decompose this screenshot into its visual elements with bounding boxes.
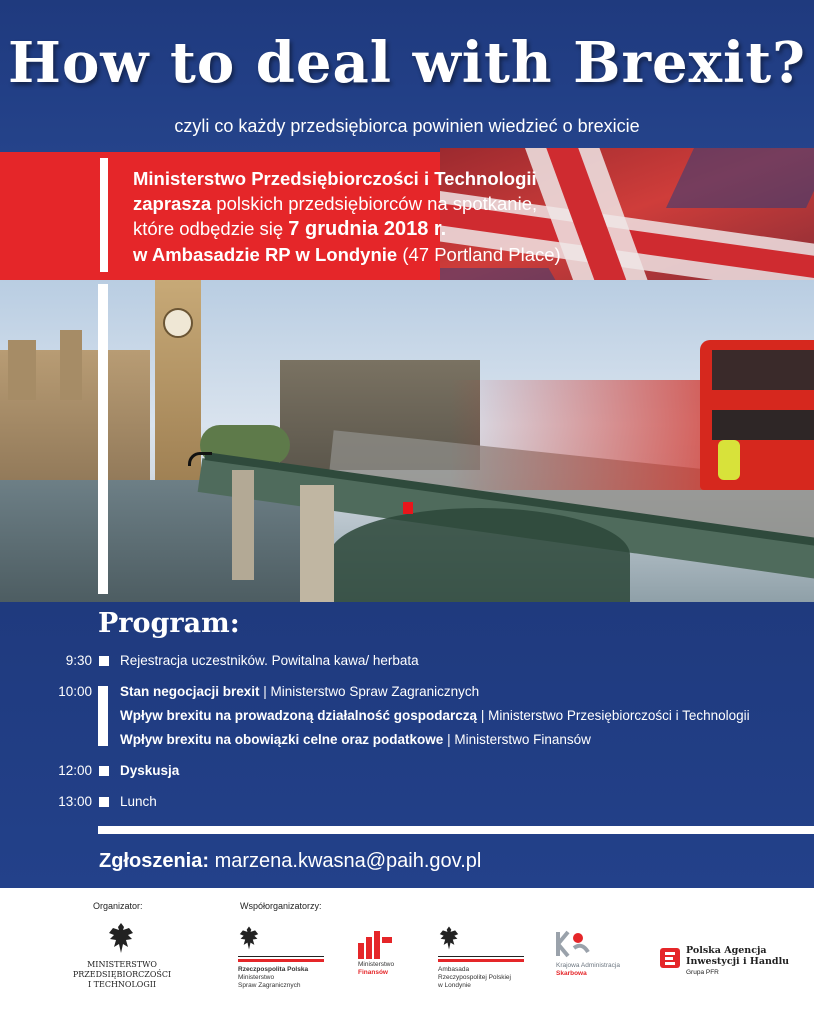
msz-eagle-icon [238,925,260,951]
accent-bar-photo [98,284,108,594]
program-item [0,684,814,704]
invitation-audience: polskich przedsiębiorców na spotkanie, [211,193,538,214]
embassy-eagle-icon [438,925,460,951]
program-item [0,763,814,783]
invitation-when-intro: które odbędzie się [133,218,289,239]
eagle-emblem-icon [107,921,135,955]
organizer-label: Organizator: [93,901,143,911]
program-topic: Dyskusja [120,763,180,778]
registration-email[interactable]: marzena.kwasna@paih.gov.pl [209,850,482,872]
msz-logo-text: Rzeczpospolita Polska Ministerstwo Spraw Zagranicznych [238,966,309,989]
westminster-bridge-photo [0,280,814,602]
program-speaker: | Ministerstwo Spraw Zagranicznych [259,684,480,699]
coorganizers-label: Współorganizatorzy: [240,901,322,911]
red-marker [403,502,413,514]
page-subtitle: czyli co każdy przedsiębiorca powinien wiedzieć o brexicie [174,116,640,136]
program-time: 9:30 [65,653,92,668]
divider [98,826,814,834]
registration-label: Zgłoszenia: [99,850,210,872]
paih-logo-icon [660,948,680,968]
program-topic: Stan negocjacji brexit [120,684,260,699]
kas-logo-icon [556,930,590,958]
program-title: Program: [98,608,240,639]
embassy-line [438,956,524,957]
msz-line [238,956,324,957]
program-text: Lunch [120,794,157,809]
ministry-logo-text: MINISTERSTWO PRZEDSIĘBIORCZOŚCI I TECHNOLOGII [72,960,172,989]
mf-logo-icon [358,931,394,959]
invitation-verb: zaprasza [133,193,212,214]
mf-logo-text: Ministerstwo Finansów [358,961,395,976]
program-time: 10:00 [58,684,92,699]
event-date: 7 grudnia 2018 r. [288,218,447,240]
program-item [0,794,814,814]
page-title: How to deal with Brexit? [8,30,806,96]
program-time: 12:00 [58,763,92,778]
program-item [0,708,814,728]
msz-red-line [238,959,324,962]
event-address: (47 Portland Place) [397,244,561,265]
program-time: 13:00 [58,794,92,809]
kas-logo-text: Krajowa Administracja Skarbowa [556,962,620,977]
paih-logo-text: Polska Agencja Inwestycji i Handlu Grupa PFR [686,945,790,976]
program-topic: Wpływ brexitu na prowadzoną działalność gospodarczą [120,708,478,723]
embassy-logo-text: Ambasada Rzeczypospolitej Polskiej w Londynie [438,966,511,989]
program-topic: Wpływ brexitu na obowiązki celne oraz podatkowe [120,732,444,747]
curl-mark [188,452,212,466]
accent-bar [100,158,108,272]
program-item [0,653,814,673]
invitation-text [133,166,733,267]
registration [99,850,481,873]
program-text: Rejestracja uczestników. Powitalna kawa/ herbata [120,653,419,668]
program-speaker: | Ministerstwo Finansów [443,732,591,747]
program-speaker: | Ministerstwo Przesiębiorczości i Technologii [477,708,750,723]
embassy-red-line [438,959,524,962]
event-venue: w Ambasadzie RP w Londynie [133,244,398,265]
invitation-host: Ministerstwo Przedsiębiorczości i Technologii [133,168,537,189]
program-item [0,732,814,752]
